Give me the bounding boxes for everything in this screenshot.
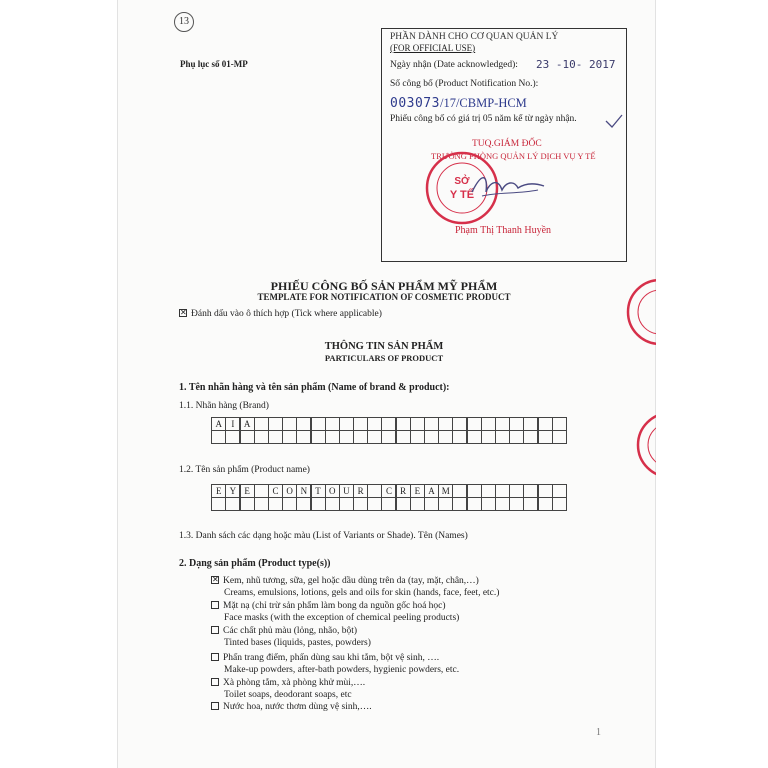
product-name-grid-cell	[552, 497, 567, 511]
brand-grid-cell	[339, 417, 354, 431]
brand-grid	[212, 418, 567, 444]
product-name-grid-cell	[282, 497, 297, 511]
product-name-label: 1.2. Tên sản phẩm (Product name)	[179, 465, 310, 475]
product-name-grid-cell	[467, 484, 482, 498]
brand-grid-cell	[254, 430, 269, 444]
brand-grid-cell: A	[211, 417, 226, 431]
date-acknowledged-label: Ngày nhận (Date acknowledged):	[390, 60, 518, 70]
brand-grid-cell	[268, 430, 283, 444]
product-name-grid	[212, 485, 567, 511]
brand-grid-cell	[552, 417, 567, 431]
brand-grid-cell	[396, 430, 411, 444]
empty-checkbox-icon	[211, 601, 219, 609]
product-type-option	[211, 678, 365, 688]
checked-box-icon: ✕	[212, 574, 219, 584]
brand-grid-cell	[481, 430, 496, 444]
svg-text:SỞ: SỞ	[454, 176, 470, 187]
product-name-grid-cell: M	[438, 484, 453, 498]
product-name-grid-cell: R	[396, 484, 411, 498]
brand-grid-cell	[481, 417, 496, 431]
brand-grid-cell: A	[240, 417, 255, 431]
product-name-grid-cell: O	[282, 484, 297, 498]
product-name-grid-cell	[410, 497, 425, 511]
brand-grid-cell	[282, 417, 297, 431]
product-name-grid-cell	[240, 497, 255, 511]
notification-number-suffix: /17/CBMP-HCM	[439, 96, 527, 110]
product-type-option	[211, 702, 372, 712]
product-name-grid-cell: A	[424, 484, 439, 498]
product-type-label-vn: Mặt nạ (chỉ trừ sản phẩm làm bong da nguồn gốc hoá học)	[223, 601, 446, 611]
product-name-grid-cell	[481, 497, 496, 511]
empty-checkbox-icon	[211, 702, 219, 710]
product-name-grid-cell	[268, 497, 283, 511]
product-type-option	[211, 653, 439, 663]
product-name-grid-cell	[211, 497, 226, 511]
brand-grid-cell	[254, 417, 269, 431]
tick-note	[179, 309, 382, 319]
brand-grid-cell	[268, 417, 283, 431]
notification-number-label: Số công bố (Product Notification No.):	[390, 79, 539, 89]
product-name-grid-cell	[495, 497, 510, 511]
official-box-subtitle: (FOR OFFICIAL USE)	[390, 43, 476, 53]
product-type-label-vn: Kem, nhũ tương, sữa, gel hoặc dầu dùng trên da (tay, mặt, chân,…)	[223, 576, 479, 586]
product-name-grid-cell	[254, 484, 269, 498]
product-name-grid-cell	[538, 484, 553, 498]
brand-grid-cell	[240, 430, 255, 444]
signer-name: Phạm Thị Thanh Huyền	[455, 225, 552, 236]
product-name-grid-cell	[481, 484, 496, 498]
notification-number	[390, 94, 527, 112]
product-name-grid-cell	[438, 497, 453, 511]
brand-grid-cell	[424, 430, 439, 444]
brand-grid-cell	[410, 417, 425, 431]
product-name-grid-cell: O	[325, 484, 340, 498]
product-name-grid-cell	[381, 497, 396, 511]
brand-grid-cell	[296, 417, 311, 431]
product-type-label-vn: Phấn trang điểm, phấn dùng sau khi tắm, bột vệ sinh, ….	[223, 653, 440, 663]
product-type-label-vn: Các chất phủ màu (lỏng, nhão, bột)	[223, 626, 358, 636]
brand-grid-cell	[225, 430, 240, 444]
brand-grid-cell	[282, 430, 297, 444]
official-box-title: PHẦN DÀNH CHO CƠ QUAN QUẢN LÝ	[390, 32, 559, 42]
product-name-grid-cell	[254, 497, 269, 511]
svg-text:Y TẾ: Y TẾ	[449, 189, 475, 201]
notification-number-value: 003073	[390, 96, 440, 111]
form-title-en: TEMPLATE FOR NOTIFICATION OF COSMETIC PRODUCT	[257, 292, 511, 302]
product-type-label-en: Toilet soaps, deodorant soaps, etc	[224, 690, 352, 700]
brand-grid-cell	[396, 417, 411, 431]
brand-grid-cell	[552, 430, 567, 444]
brand-grid-cell	[353, 430, 368, 444]
brand-grid-cell	[325, 430, 340, 444]
product-type-label-en: Make-up powders, after-bath powders, hygienic powders, etc.	[224, 665, 460, 675]
checked-box-icon: ✕	[180, 307, 187, 317]
empty-checkbox-icon	[211, 626, 219, 634]
product-type-label-vn: Xà phòng tắm, xà phòng khử mùi,….	[223, 678, 366, 688]
brand-label: 1.1. Nhãn hàng (Brand)	[179, 401, 269, 411]
product-name-grid-cell	[452, 497, 467, 511]
brand-grid-cell	[367, 430, 382, 444]
tick-note-text: Đánh dấu vào ô thích hợp (Tick where applicable)	[191, 309, 382, 319]
product-name-grid-cell	[325, 497, 340, 511]
edge-seal-stamp-bottom	[636, 405, 656, 485]
page-mark: 13	[174, 12, 194, 32]
particulars-title-vn: THÔNG TIN SẢN PHẨM	[324, 341, 444, 352]
brand-grid-cell	[381, 430, 396, 444]
product-name-grid-cell	[452, 484, 467, 498]
brand-grid-cell	[339, 430, 354, 444]
product-name-grid-cell	[552, 484, 567, 498]
brand-grid-cell	[495, 430, 510, 444]
product-name-grid-cell: E	[211, 484, 226, 498]
product-type-option	[211, 576, 479, 586]
brand-grid-cell	[296, 430, 311, 444]
signer-title: TUQ.GIÁM ĐỐC	[472, 139, 542, 149]
brand-grid-cell	[410, 430, 425, 444]
product-type-label-en: Creams, emulsions, lotions, gels and oils for skin (hands, face, feet, etc.)	[224, 588, 500, 598]
brand-grid-cell	[509, 417, 524, 431]
product-type-label-en: Face masks (with the exception of chemical peeling products)	[224, 613, 460, 623]
product-type-label-vn: Nước hoa, nước thơm dùng vệ sinh,….	[223, 702, 372, 712]
product-name-grid-cell: Y	[225, 484, 240, 498]
product-name-grid-cell	[367, 497, 382, 511]
brand-grid-cell	[523, 430, 538, 444]
product-name-grid-cell	[509, 497, 524, 511]
brand-grid-cell	[424, 417, 439, 431]
product-name-grid-cell: E	[410, 484, 425, 498]
product-name-grid-cell	[396, 497, 411, 511]
brand-grid-cell	[538, 417, 553, 431]
brand-grid-cell	[495, 417, 510, 431]
brand-grid-cell	[452, 417, 467, 431]
signer-department: TRƯỞNG PHÒNG QUẢN LÝ DỊCH VỤ Y TẾ	[431, 151, 596, 161]
brand-grid-cell	[211, 430, 226, 444]
appendix-label: Phụ lục số 01-MP	[180, 59, 248, 69]
product-name-grid-cell	[339, 497, 354, 511]
brand-grid-cell	[467, 430, 482, 444]
brand-grid-cell	[538, 430, 553, 444]
product-name-grid-cell	[225, 497, 240, 511]
particulars-title-en: PARTICULARS OF PRODUCT	[324, 353, 444, 363]
pen-tick-mark	[604, 113, 624, 129]
brand-grid-cell	[311, 430, 326, 444]
product-name-grid-cell	[353, 497, 368, 511]
brand-grid-cell: I	[225, 417, 240, 431]
product-name-grid-cell	[311, 497, 326, 511]
variants-label: 1.3. Danh sách các dạng hoặc màu (List of Variants or Shade). Tên (Names)	[179, 531, 468, 541]
product-name-grid-cell: N	[296, 484, 311, 498]
brand-grid-cell	[381, 417, 396, 431]
product-name-grid-cell	[538, 497, 553, 511]
product-name-grid-cell	[424, 497, 439, 511]
page-number: 1	[596, 727, 601, 738]
product-name-grid-cell: U	[339, 484, 354, 498]
brand-grid-cell	[438, 430, 453, 444]
brand-grid-cell	[311, 417, 326, 431]
brand-grid-cell	[325, 417, 340, 431]
product-name-grid-cell: C	[381, 484, 396, 498]
product-name-grid-cell	[509, 484, 524, 498]
product-name-grid-cell: R	[353, 484, 368, 498]
brand-grid-cell	[452, 430, 467, 444]
validity-note: Phiếu công bố có giá trị 05 năm kể từ ngày nhận.	[390, 114, 577, 124]
product-name-grid-cell	[467, 497, 482, 511]
product-name-grid-cell	[523, 497, 538, 511]
product-name-grid-cell	[296, 497, 311, 511]
brand-grid-cell	[523, 417, 538, 431]
section-1-heading: 1. Tên nhãn hàng và tên sản phẩm (Name of brand & product):	[179, 382, 450, 393]
empty-checkbox-icon	[211, 678, 219, 686]
product-type-option	[211, 626, 357, 636]
product-name-grid-cell: E	[240, 484, 255, 498]
section-2-heading: 2. Dạng sản phẩm (Product type(s))	[179, 558, 331, 569]
form-title-vn: PHIẾU CÔNG BỐ SẢN PHẨM MỸ PHẨM	[270, 279, 498, 293]
brand-grid-cell	[509, 430, 524, 444]
product-type-option	[211, 601, 446, 611]
brand-grid-cell	[438, 417, 453, 431]
product-name-grid-cell: T	[311, 484, 326, 498]
product-type-label-en: Tinted bases (liquids, pastes, powders)	[224, 638, 371, 648]
product-name-grid-cell	[495, 484, 510, 498]
product-name-grid-cell	[367, 484, 382, 498]
signature-mark	[468, 168, 548, 202]
product-name-grid-cell: C	[268, 484, 283, 498]
empty-checkbox-icon	[211, 653, 219, 661]
product-name-grid-cell	[523, 484, 538, 498]
brand-grid-cell	[353, 417, 368, 431]
brand-grid-cell	[367, 417, 382, 431]
date-acknowledged-value: 23 -10- 2017	[536, 58, 616, 71]
brand-grid-cell	[467, 417, 482, 431]
